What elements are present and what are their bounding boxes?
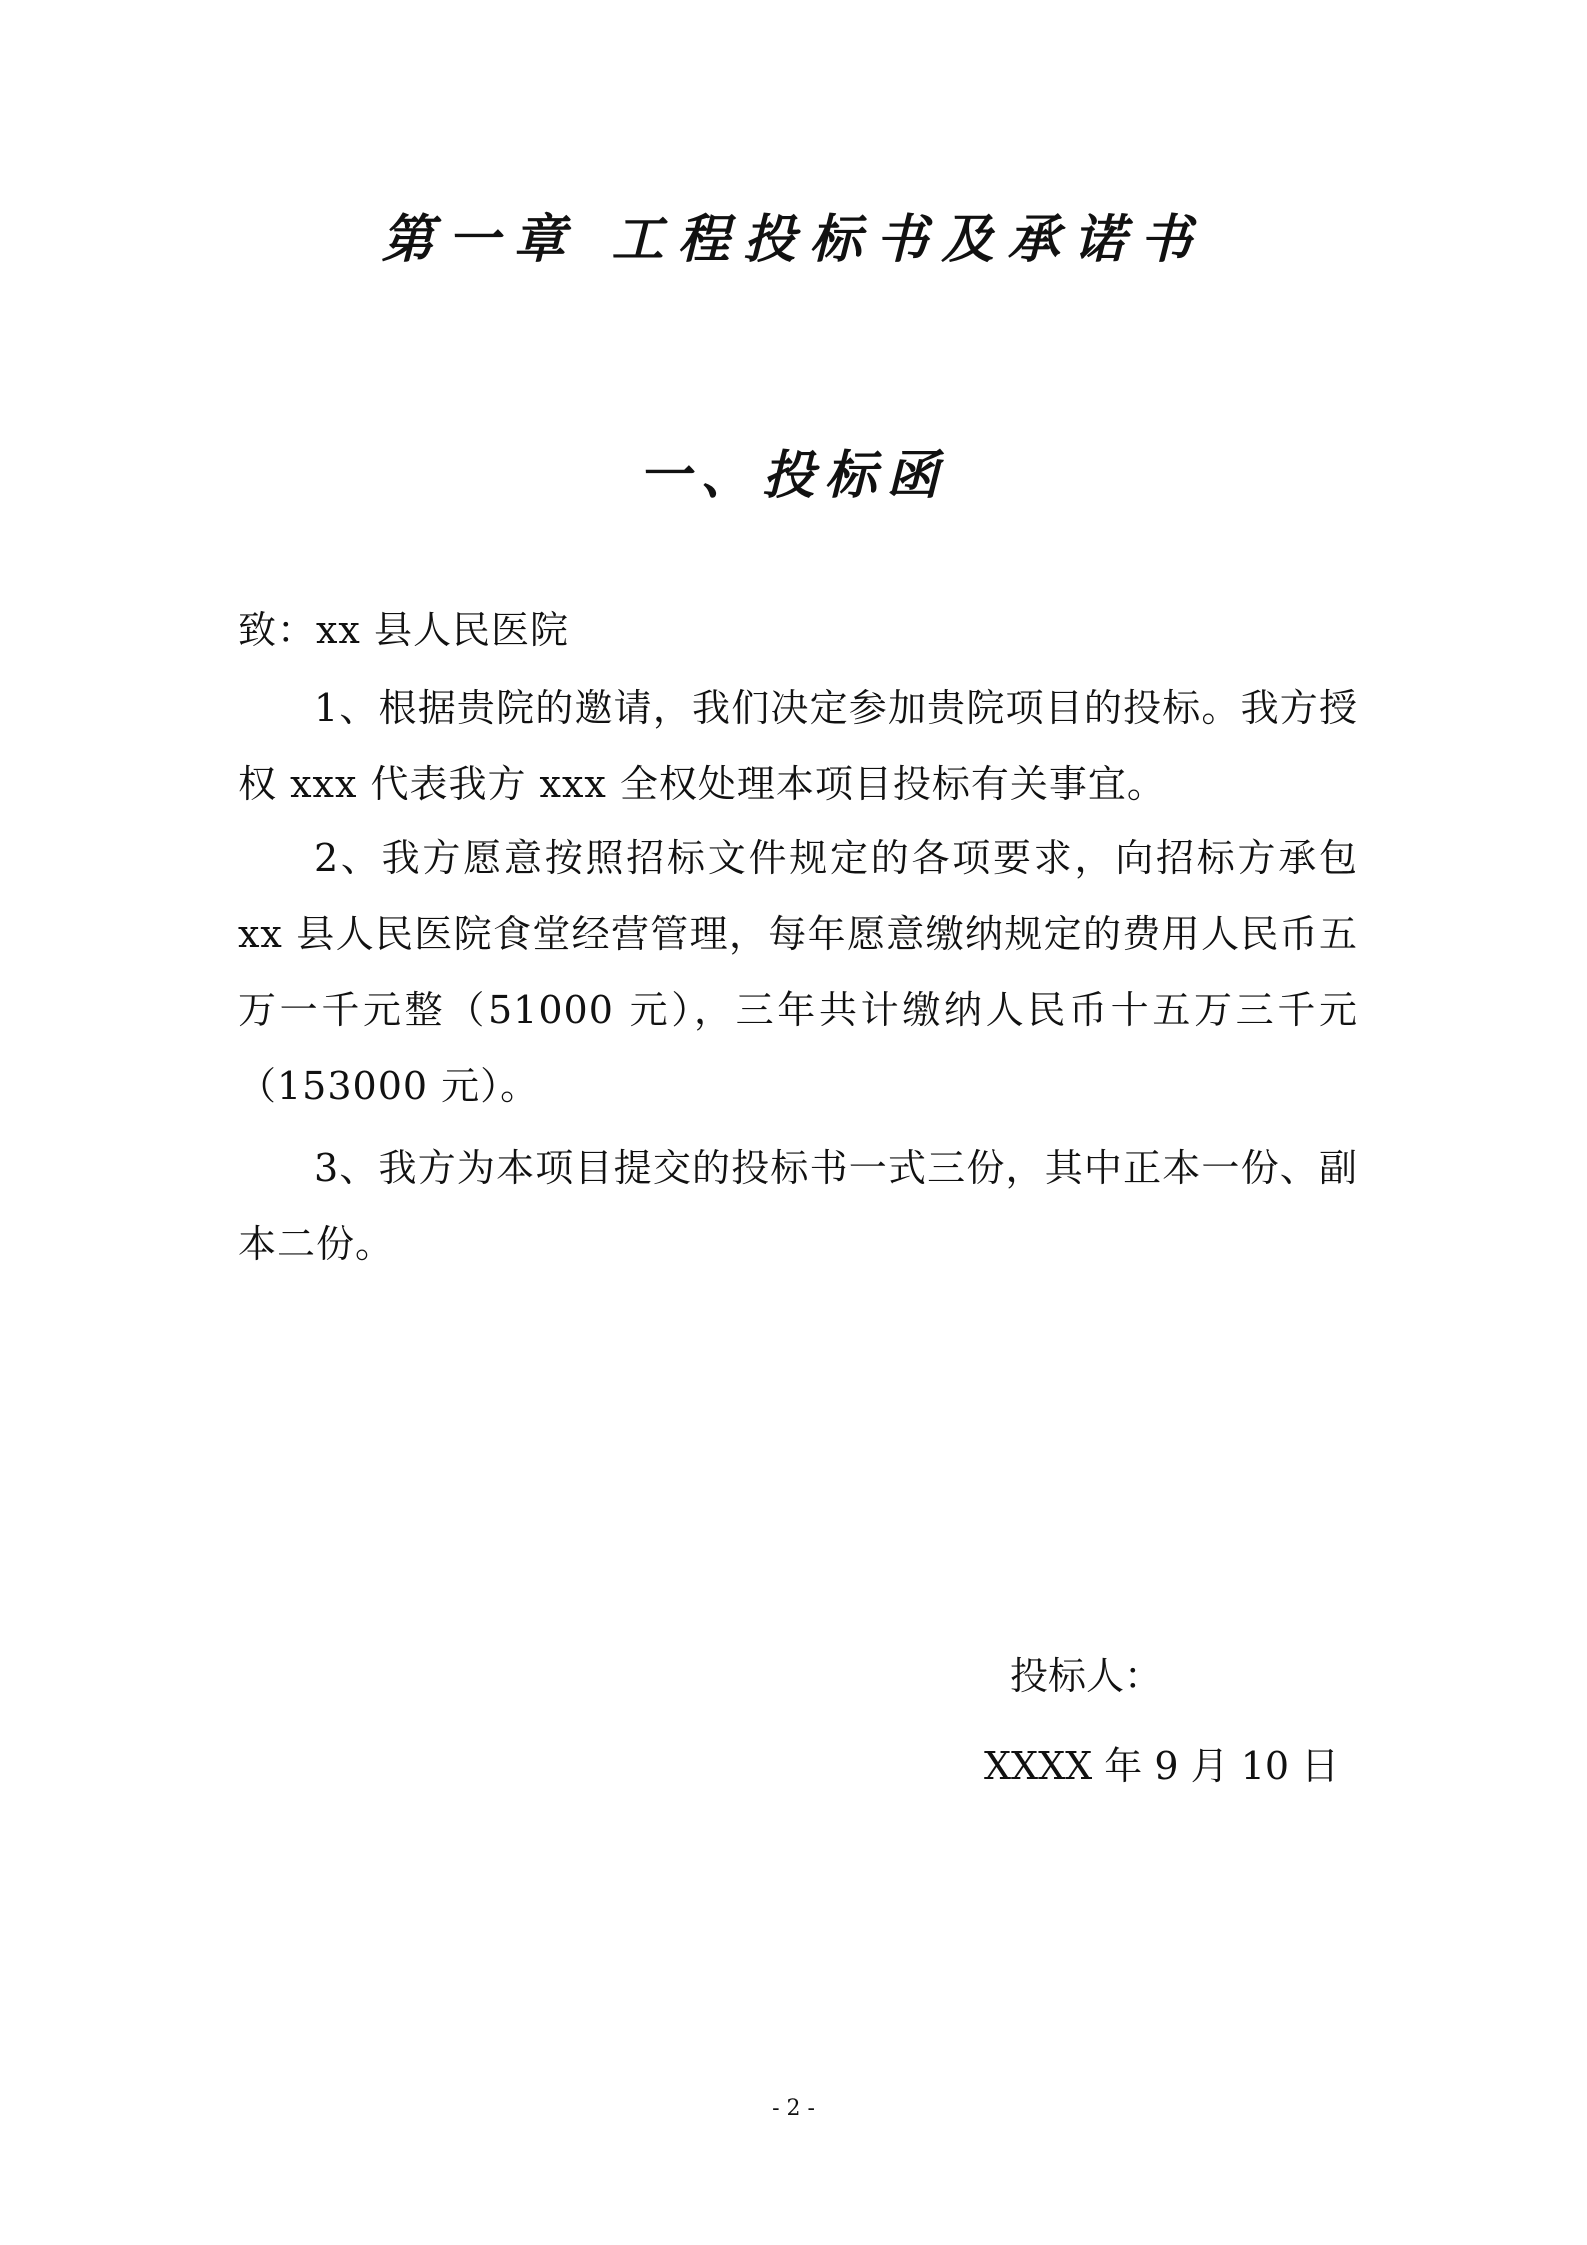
- salutation: 致：xx 县人民医院: [238, 608, 569, 652]
- section-title: 一、投标函: [638, 445, 949, 506]
- signature-date: XXXX 年 9 月 10 日: [984, 1744, 1340, 1788]
- paragraph-2: 2、我方愿意按照招标文件规定的各项要求，向招标方承包 xx 县人民医院食堂经营管理，每年愿意缴纳规定的费用人民币五万一千元整（51000 元），三年共计缴纳人民币十五万三千元（153000 元）。: [238, 836, 1358, 1108]
- page-number: - 2 -: [772, 2096, 815, 2121]
- chapter-title: 第一章 工程投标书及承诺书: [381, 209, 1206, 270]
- paragraph-3: 3、我方为本项目提交的投标书一式三份，其中正本一份、副本二份。: [238, 1146, 1358, 1266]
- paragraph-1: 1、根据贵院的邀请，我们决定参加贵院项目的投标。我方授权 xxx 代表我方 xxx 全权处理本项目投标有关事宜。: [238, 686, 1358, 806]
- signer-label: 投标人：: [1010, 1654, 1163, 1698]
